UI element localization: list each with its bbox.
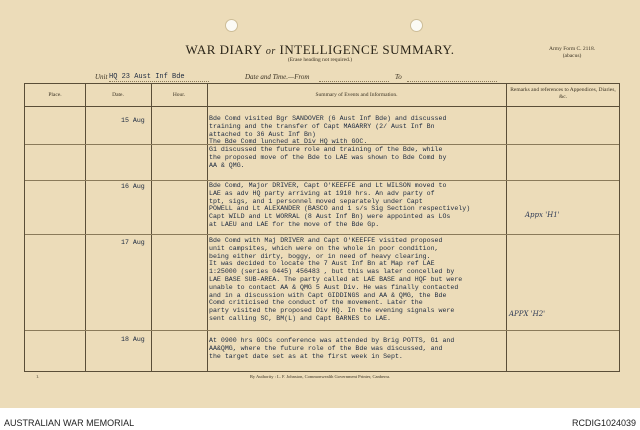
column-date: Date. [112,92,124,98]
to-label: To [395,73,402,81]
title-or: or [265,46,276,57]
entry-text: Bde Comd visited Bgr SANDOVER (6 Aust Inf Bde) and discussed training and the transfer of Capt MAGARRY (2/ Aust Inf Bn attached to 36 Aust Inf Bn) The Bde Comd lunched at Div HQ with GOC. G1 discussed the future role and training of the Bde, while the proposed move of the Bde to LAE was shown to Bde Comd by AA & QMG. [209,115,447,169]
entry-text: At 0900 hrs GOCs conference was attended by Brig POTTS, G1 and AA&QMG, where the future role of the Bde was discussed, and the target date set as at the first week in Sept. [209,337,455,360]
remark-appendix: Appx 'H1' [525,211,560,219]
entry-date: 17 Aug [121,239,145,246]
punch-hole [225,19,238,32]
column-summary: Summary of Events and Information. [315,92,398,98]
unit-label: Unit [95,73,108,81]
entry-text: Bde Comd with Maj DRIVER and Capt O'KEEFFE visited proposed unit campsites, which were on the whole in poor condition, being either dirty, boggy, or in need of heavy clearing. It was decided to locate the 7 Aust Inf Bn at Map ref LAE 1:25000 (series 0445) 456483 , but this was later concelled by LAE BASE SUB-AREA. The party called at LAE BASE and HQF but were unable to contact AA & QMG 5 Aust Div. He was finally contacted and in a discussion with Capt GIDDINGS and AA & QMG, the Bde Comd criticised the conduct of the movement. Later the party visited the proposed Div HQ. In the evening signals were sent calling SC, BM(L) and Capt BARNES to LAE. [209,237,463,322]
column-remarks: Remarks and references to Appendices, Diaries, &c. [510,87,616,100]
archive-name: AUSTRALIAN WAR MEMORIAL [4,418,135,428]
unit-value: HQ 23 Aust Inf Bde [109,73,185,81]
entry-date: 18 Aug [121,336,145,343]
form-subtitle: (Erase heading not required.) [287,57,353,63]
printer-imprint: By Authority : L. F. Johnston, Commonwealth Government Printer, Canberra. [249,374,391,379]
record-id: RCDIG1024039 [571,418,636,428]
entry-text: Bde Comd, Major DRIVER, Capt O'KEEFFE and Lt WILSON moved to LAE as adv HQ party arriving at 1910 hrs. An adv party of tpt, sigs, and 1 personnel moved separately under Capt POWELL and Lt ALEXANDER (BASCO and 1 s/s Sig Section respectively) Capt WILD and Lt WORRAL (8 Aust Inf Bn) were appointed as LOs at LAEU and LAE for the move of the Bde Gp. [209,182,471,228]
date-time-label: Date and Time.—From [245,73,310,81]
army-form-number [549,46,595,60]
entry-date: 16 Aug [121,183,145,190]
title-war-diary: WAR DIARY [185,42,263,57]
column-hour: Hour. [172,92,186,98]
remark-appendix: APPX 'H2' [509,310,546,318]
entry-date: 15 Aug [121,117,145,124]
column-place: Place. [48,92,62,98]
diary-table [24,83,620,372]
punch-hole [410,19,423,32]
title-intelligence-summary: INTELLIGENCE SUMMARY. [279,42,455,57]
page-mark: 1. [36,374,40,379]
army-form-sub: (abacus) [562,53,582,59]
form-title [0,42,640,58]
army-form-label: Army Form C. 2118. [549,46,596,52]
